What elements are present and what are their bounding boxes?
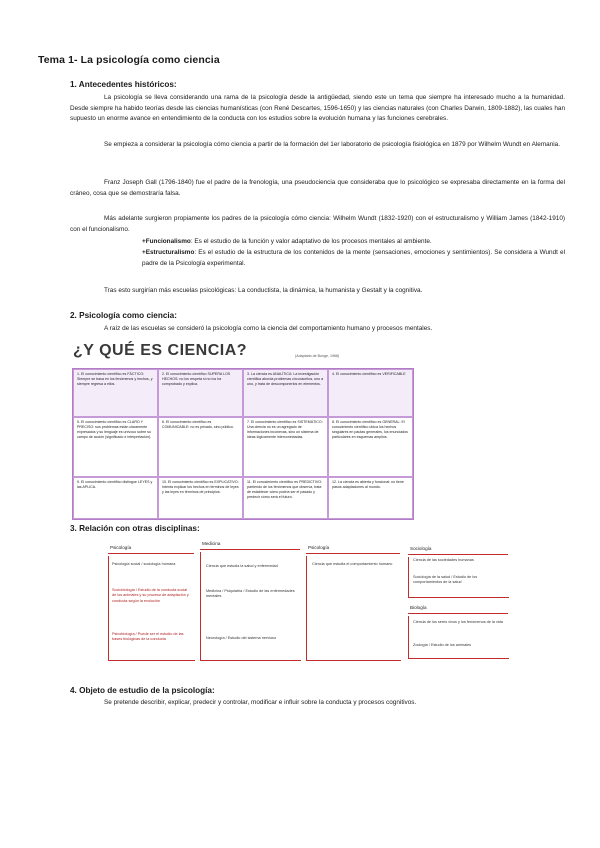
disc-item: Ciencia que estudia la salud y enfermedad bbox=[206, 564, 278, 568]
disc-item: Zoología / Estudio de los animales bbox=[413, 643, 472, 647]
disc-col-3-rule bbox=[306, 553, 400, 554]
disc-col-5-rule bbox=[408, 613, 508, 614]
disc-col-1-rule bbox=[108, 553, 194, 554]
section-1-paragraph-1: La psicología se lleva considerando una rama de la psicología desde la antigüedad, siendo este un tema que siempre ha interesado mucho a la humanidad. Desde siempre ha habido teorías desde las ciencias humanísticas (con René Descartes, 1596-1650) y las ciencias naturales (con Charles Darwin, 1809-1882), las cuales han supuesto un enorme avance en entendimiento de la conducta con los estudios sobre la evolución humana y las funciones cerebrales. bbox=[70, 94, 565, 123]
disc-item: Sociobiología / Estudio de la conducta social de los animales y su proceso de adaptación y conducta según la evolución bbox=[112, 588, 189, 603]
ciencia-cell: 11. El conocimiento científico es PREDICTIVO: partiendo de los fenómenos que observa, trata de establecer cómo podría ser el pasado y predecir cómo será el futuro. bbox=[243, 477, 328, 519]
disc-col-2-title: Medicina bbox=[202, 541, 221, 546]
disc-col-3-title: Psicología bbox=[308, 545, 330, 550]
section-1-paragraph-3: Franz Joseph Gall (1796-1840) fue el padre de la frenología, una pseudociencia que consideraba que lo psicológico se expresaba directamente en la forma del cráneo, cosa que se demostraría falsa. bbox=[70, 179, 565, 197]
ciencia-title: ¿Y QUÉ ES CIENCIA? bbox=[73, 342, 248, 359]
ciencia-infographic bbox=[70, 340, 415, 520]
disc-item: Neurología / Estudio del sistema nervioso bbox=[206, 636, 277, 640]
bullet-estructuralismo-label: +Estructuralismo bbox=[142, 249, 195, 256]
bullet-funcionalismo-text: : Es el estudio de la función y valor adaptativo de los procesos mentales al ambiente. bbox=[190, 238, 432, 245]
section-4-paragraph-1: Se pretende describir, explicar, predecir y controlar, modificar e influir sobre la conducta y procesos cognitivos. bbox=[104, 699, 417, 706]
disc-item: Ciencia de los seres vivos y los fenómenos de la vida bbox=[413, 620, 503, 624]
disc-item: Medicina / Psiquiatría / Estudio de las enfermedades mentales bbox=[206, 589, 295, 599]
ciencia-cell: 8. El conocimiento científico es GENERAL: El conocimiento científico ubica los hechos singulares en pautas generales, los enunciados particulares en esquemas amplios. bbox=[328, 417, 413, 477]
disc-col-2-rule bbox=[200, 549, 300, 550]
ciencia-cell: 9. El conocimiento científico distingue LEYES y las APLICA. bbox=[73, 477, 158, 519]
section-1-paragraph-4: Más adelante surgieron propiamente los padres de la psicología cómo ciencia: Wilhelm Wundt (1832-1920) con el estructuralismo y William James (1842-1910) con el funcionalismo. bbox=[70, 215, 565, 233]
section-1-paragraph-2: Se empieza a considerar la psicología cómo ciencia a partir de la formación del 1er laboratorio de psicología fisiológica en 1879 por Wilhelm Wundt en Alemania. bbox=[104, 141, 560, 148]
ciencia-subtitle: (Adaptado de Bunge, 1968) bbox=[295, 354, 340, 358]
disc-col-1-box bbox=[108, 556, 195, 661]
bullet-funcionalismo-label: +Funcionalismo bbox=[142, 238, 191, 245]
ciencia-cell: 3. La ciencia es ANALÍTICA: La investigación científica aborda problemas circunscritos, uno a uno, y trata de descomponerlos en elementos. bbox=[243, 369, 328, 417]
section-1-heading: 1. Antecedentes históricos: bbox=[70, 80, 177, 89]
disc-col-1-title: Psicología bbox=[110, 545, 132, 550]
disc-item: Ciencia que estudia el comportamiento humano bbox=[312, 562, 393, 566]
disc-col-4-rule bbox=[408, 554, 508, 555]
ciencia-cell: 1. El conocimiento científico es FÁCTICO: Siempre se basa en los fenómenos y hechos, y siempre regresa a ellos. bbox=[73, 369, 158, 417]
section-2-heading: 2. Psicología como ciencia: bbox=[70, 311, 177, 320]
bullet-estructuralismo-text: : Es el estudio de la estructura de los contenidos de la mente (sensaciones, emociones y sentimientos). Se considera a Wundt el padre de la Psicología experimental. bbox=[142, 249, 565, 267]
ciencia-cell: 6. El conocimiento científico es COMUNICABLE: no es privado, sino público. bbox=[158, 417, 243, 477]
disc-item: Psicobiología / Puede ser el estudio de las bases biológicas de la conducta bbox=[112, 632, 184, 642]
ciencia-cell: 12. La ciencia es abierta y funcional: no tiene pasos adaptaciones al mundo. bbox=[328, 477, 413, 519]
disc-item: Psicología social / sociología humana bbox=[112, 562, 176, 566]
ciencia-cell: 7. El conocimiento científico es SISTEMÁTICO: Una ciencia no es un agregado de informaciones inconexas, sino un sistema de ideas lógicamente interconectadas. bbox=[243, 417, 328, 477]
disc-item: Sociología de la salud / Estudio de los comportamientos de la salud bbox=[413, 575, 478, 585]
ciencia-grid bbox=[72, 368, 414, 520]
section-1-paragraph-5: Tras esto surgirían más escuelas psicológicas: La conductista, la dinámica, la humanista y Gestalt y la cognitiva. bbox=[104, 287, 423, 294]
ciencia-cell: 2. El conocimiento científico SUPERA LOS HECHOS: no los respeta si no los ha comprobado y explica. bbox=[158, 369, 243, 417]
disc-col-4-title: Sociología bbox=[410, 546, 432, 551]
disc-col-3-box bbox=[306, 556, 401, 661]
bullet-funcionalismo bbox=[142, 237, 565, 248]
disc-item: Ciencia de las sociedades humanas bbox=[413, 558, 474, 562]
disc-col-5-title: Biología bbox=[410, 605, 427, 610]
section-2-paragraph-1: A raíz de las escuelas se consideró la psicología como la ciencia del comportamiento humano y procesos mentales. bbox=[104, 325, 433, 332]
ciencia-cell: 4. El conocimiento científico es VERIFICABLE bbox=[328, 369, 413, 417]
section-4-heading: 4. Objeto de estudio de la psicología: bbox=[70, 686, 215, 695]
section-3-heading: 3. Relación con otras disciplinas: bbox=[70, 524, 200, 533]
ciencia-cell: 5. El conocimiento científico es CLARO Y PRECISO: sus problemas están claramente expresados y su lenguaje es unívoco sobre su campo de acción (significado e interpretación). bbox=[73, 417, 158, 477]
bullet-estructuralismo bbox=[142, 248, 565, 269]
ciencia-cell: 10. El conocimiento científico es EXPLICATIVO: Intenta explicar los hechos en términos de leyes y las leyes en términos de principios. bbox=[158, 477, 243, 519]
document-title: Tema 1- La psicología como ciencia bbox=[38, 54, 220, 66]
